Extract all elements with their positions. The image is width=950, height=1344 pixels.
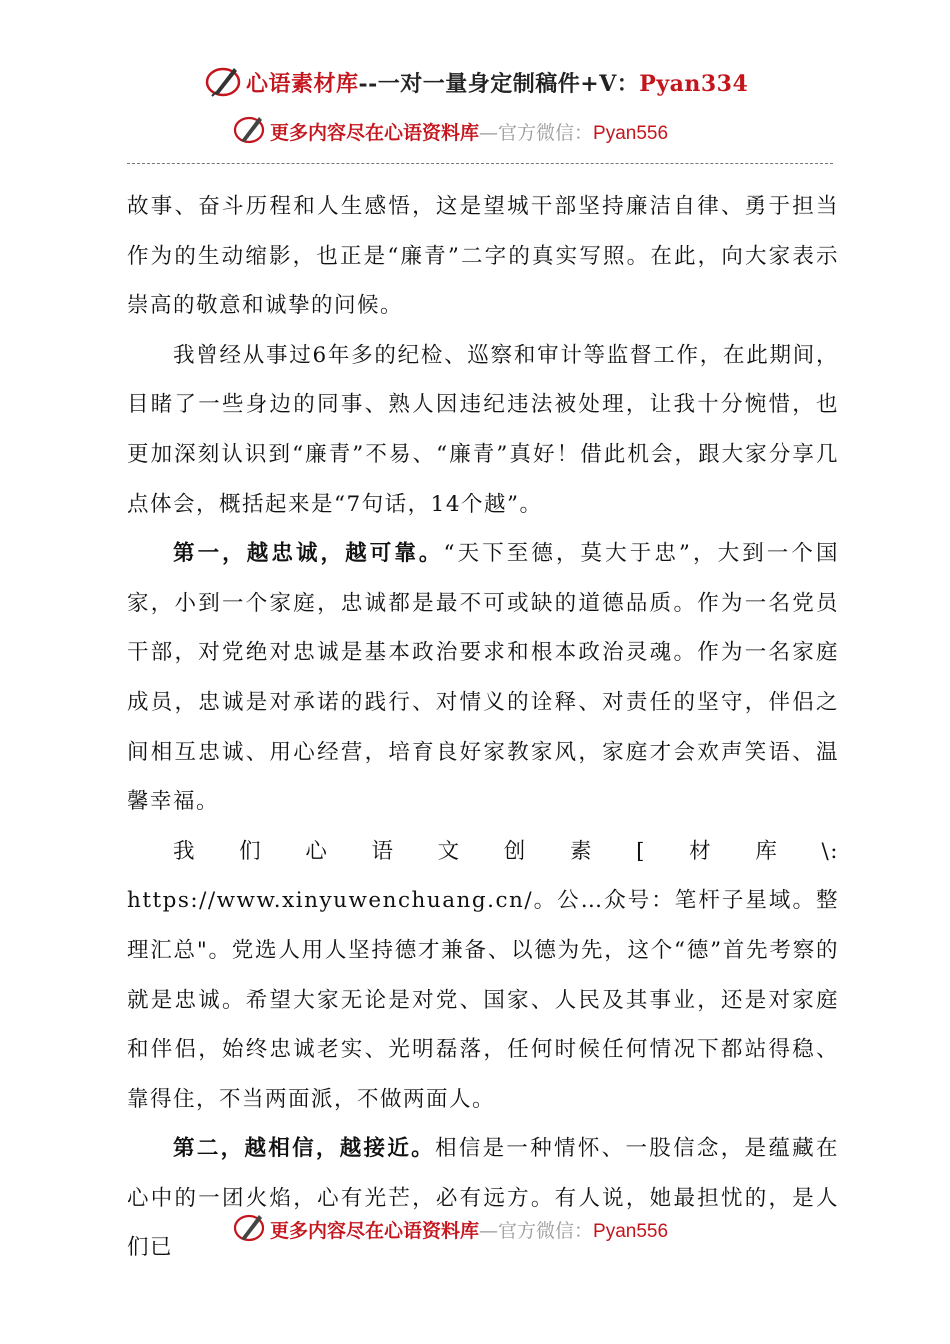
footer-text (270, 1216, 668, 1243)
sub-header-wechat: Pyan556 (593, 123, 669, 144)
brand-wechat: Pyan334 (639, 71, 749, 97)
footer-label: 官方微信： (498, 1220, 594, 1242)
paragraph (127, 1124, 839, 1273)
page-footer (0, 1210, 950, 1250)
paragraph-text: 故事、奋斗历程和人生感悟，这是望城干部坚持廉洁自律、勇于担当作为的生动缩影，也正是“廉青”二字的真实写照。在此，向大家表示崇高的敬意和诚挚的问候。 (127, 194, 839, 319)
top-header-text (246, 67, 748, 98)
sub-header-dash: — (479, 122, 499, 144)
sub-header (0, 112, 950, 152)
document-body (127, 182, 839, 1273)
paragraph-text: 相信是一种情怀、一股信念，是蕴藏在心中的一团火焰，心有光芒，必有远方。有人说，她最担忧的，是人们已 (127, 1136, 839, 1261)
top-header (0, 62, 950, 102)
paragraph (127, 182, 839, 331)
footer-wechat: Pyan556 (593, 1221, 669, 1242)
brand-slogan: 一对一量身定制稿件+V： (377, 71, 640, 97)
header-divider (127, 163, 833, 164)
section-heading: 第一，越忠诚，越可靠。 (173, 541, 444, 567)
sub-header-label: 官方微信： (498, 122, 594, 144)
paragraph-text: 我们心语文创素[材库\: https://www.xinyuwenchuang.cn/。公…众号：笔杆子星域。整理汇总"。党选人用人坚持德才兼备、以德为先，这个“德”首先考察的就是忠诚。希望大家无论是对党、国家、人民及其事业，还是对家庭和伴侣，始终忠诚老实、光明磊落，任何时候任何情况下都站得稳、靠得住，不当两面派，不做两面人。 (127, 838, 839, 1112)
quill-pen-logo-icon (232, 1210, 268, 1244)
footer-slogan: 更多内容尽在心语资料库 (270, 1220, 480, 1242)
paragraph-text: 我曾经从事过6年多的纪检、巡察和审计等监督工作，在此期间，目睹了一些身边的同事、熟人因违纪违法被处理，让我十分惋惜，也更加深刻认识到“廉青”不易、“廉青”真好！借此机会，跟大家分享几点体会，概括起来是“7句话，14个越”。 (127, 342, 839, 517)
quill-pen-logo-icon (232, 112, 268, 146)
paragraph (127, 529, 839, 827)
paragraph (127, 331, 839, 529)
sub-header-slogan: 更多内容尽在心语资料库 (270, 122, 480, 144)
section-heading: 第二，越相信，越接近。 (173, 1136, 435, 1162)
sub-header-text (270, 118, 668, 145)
brand-separator: -- (358, 71, 378, 97)
paragraph-text: “天下至德，莫大于忠”，大到一个国家，小到一个家庭，忠诚都是最不可或缺的道德品质。作为一名党员干部，对党绝对忠诚是基本政治要求和根本政治灵魂。作为一名家庭成员，忠诚是对承诺的践行、对情义的诠释、对责任的坚守，伴侣之间相互忠诚、用心经营，培育良好家教家风，家庭才会欢声笑语、温馨幸福。 (127, 541, 839, 815)
brand-name: 心语素材库 (246, 71, 359, 97)
footer-dash: — (479, 1220, 499, 1242)
paragraph (127, 827, 839, 1125)
quill-pen-logo-icon (204, 62, 244, 100)
